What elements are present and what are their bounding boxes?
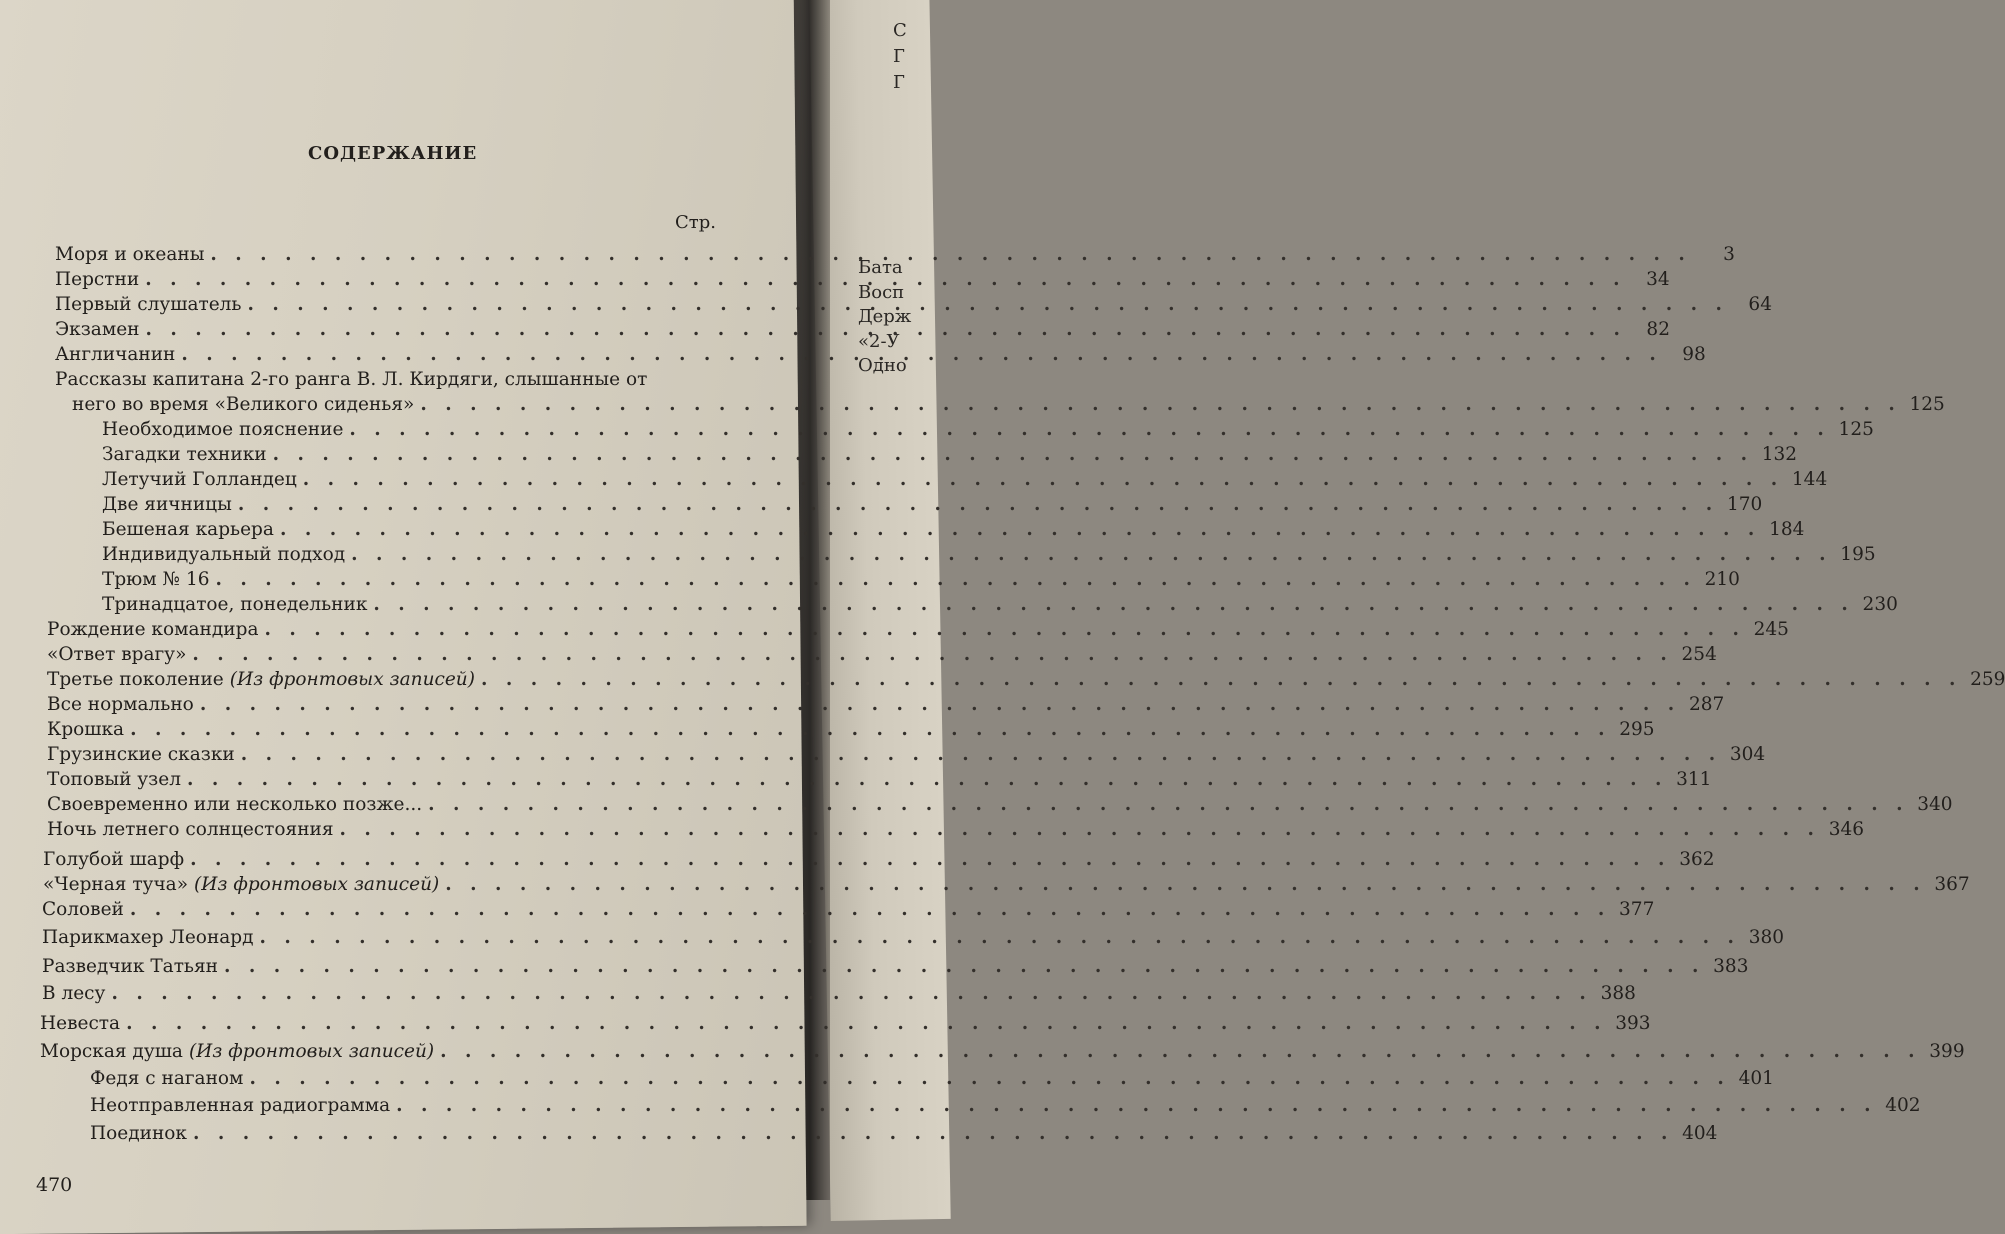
toc-entry-page: 393 <box>1615 1013 1651 1034</box>
toc-entry <box>102 419 1874 444</box>
toc-entry-page: 287 <box>1688 694 1725 715</box>
toc-entry-page: 98 <box>1682 344 1706 365</box>
toc-entry-title: Первый слушатель <box>55 294 242 315</box>
toc-entry-title: Крошка <box>47 719 125 740</box>
toc-entry <box>43 874 1970 899</box>
toc-leader-dots <box>280 519 1760 540</box>
toc-leader-dots <box>481 669 1961 690</box>
toc-entry-title: Голубой шарф <box>43 849 185 870</box>
toc-entry <box>47 619 1789 644</box>
toc-entry <box>40 1013 1651 1038</box>
toc-entry-title: Третье поколение <box>47 669 224 690</box>
toc-entry-title: Англичанин <box>55 344 176 365</box>
toc-leader-dots <box>351 544 1831 565</box>
toc-entry <box>102 569 1740 594</box>
toc-entry-title: Все нормально <box>47 694 194 715</box>
toc-entry-page: 254 <box>1681 644 1717 665</box>
page-column-label: Стр. <box>675 212 716 233</box>
toc-leader-dots <box>130 899 1610 920</box>
toc-leader-dots <box>224 956 1704 977</box>
toc-entry <box>102 544 1876 569</box>
toc-leader-dots <box>340 819 1820 840</box>
toc-entry <box>47 794 1953 819</box>
toc-entry-title: Невеста <box>40 1013 121 1034</box>
toc-leader-dots <box>273 444 1753 465</box>
toc-leader-dots <box>428 794 1908 815</box>
toc-entry-title: Федя с наганом <box>90 1068 244 1089</box>
toc-entry-page: 170 <box>1726 494 1763 515</box>
toc-leader-dots <box>111 983 1591 1004</box>
toc-leader-dots <box>192 644 1672 665</box>
toc-entry <box>42 927 1784 952</box>
toc-entry <box>90 1068 1774 1093</box>
toc-entry-title: «Ответ врагу» <box>47 644 187 665</box>
toc-entry-title: «Черная туча» <box>43 874 189 895</box>
toc-entry-title: Загадки техники <box>102 444 267 465</box>
toc-leader-dots <box>126 1013 1606 1034</box>
toc-entry-note: (Из фронтовых записей) <box>188 1041 435 1062</box>
toc-entry-title: Морская душа <box>40 1041 183 1062</box>
toc-leader-dots <box>216 569 1696 590</box>
toc-leader-dots <box>303 469 1783 490</box>
toc-entry-title: Поединок <box>90 1123 187 1144</box>
toc-leader-dots <box>373 594 1853 615</box>
toc-entry <box>102 469 1828 494</box>
toc-entry-page: 230 <box>1862 594 1898 615</box>
toc-entry-title: Рассказы капитана 2-го ранга В. Л. Кирдяги, слышанные от <box>55 369 648 390</box>
toc-entry-title: Моря и океаны <box>55 244 205 265</box>
toc-entry-title: Ночь летнего солнцестояния <box>47 819 334 840</box>
toc-entry-title: Бешеная карьера <box>102 519 274 540</box>
toc-entry-title: Неотправленная радиограмма <box>90 1095 391 1116</box>
right-top-line: С <box>893 20 907 41</box>
toc-entry-page: 388 <box>1600 983 1636 1004</box>
toc-entry-page: 34 <box>1646 269 1670 290</box>
toc-entry-title: него во время «Великого сиденья» <box>72 394 415 415</box>
toc-leader-dots <box>349 419 1829 440</box>
toc-entry-page: 132 <box>1761 444 1798 465</box>
toc-leader-dots <box>181 344 1661 365</box>
toc-entry-title: Трюм № 16 <box>102 569 210 590</box>
right-top-line: Г <box>893 72 905 93</box>
page-title: СОДЕРЖАНИЕ <box>308 143 478 164</box>
toc-entry-page: 404 <box>1682 1123 1718 1144</box>
toc-leader-dots <box>264 619 1744 640</box>
toc-leader-dots <box>249 1068 1729 1089</box>
toc-leader-dots <box>248 294 1728 315</box>
toc-entry-title: Парикмахер Леонард <box>42 927 254 948</box>
toc-entry-page: 3 <box>1723 244 1735 265</box>
toc-leader-dots <box>445 874 1925 895</box>
right-page-line: Восп <box>858 281 905 303</box>
toc-entry-page: 380 <box>1748 927 1784 948</box>
toc-entry-page: 362 <box>1679 849 1715 870</box>
toc-entry-title: Тринадцатое, понедельник <box>102 594 368 615</box>
toc-entry-page: 245 <box>1753 619 1789 640</box>
toc-entry <box>42 899 1655 924</box>
toc-entry-title: Разведчик Татьян <box>42 956 219 977</box>
toc-leader-dots <box>187 769 1667 790</box>
toc-entry <box>42 983 1636 1008</box>
toc-entry-title: Грузинские сказки <box>47 744 235 765</box>
toc-entry-title: Соловей <box>42 899 124 920</box>
toc-entry-page: 82 <box>1646 319 1670 340</box>
toc-entry-page: 195 <box>1840 544 1876 565</box>
toc-entry-page: 64 <box>1748 294 1772 315</box>
toc-entry-page: 184 <box>1769 519 1805 540</box>
toc-entry-page: 401 <box>1738 1068 1774 1089</box>
toc-entry-title: В лесу <box>42 983 106 1004</box>
toc-leader-dots <box>146 319 1626 340</box>
toc-entry-title: Экзамен <box>55 319 140 340</box>
toc-leader-dots <box>145 269 1625 290</box>
toc-entry-page: 304 <box>1729 744 1766 765</box>
toc-entry <box>47 769 1712 794</box>
toc-entry-title: Необходимое пояснение <box>102 419 344 440</box>
toc-leader-dots <box>130 719 1610 740</box>
toc-entry-page: 125 <box>1909 394 1945 415</box>
toc-leader-dots <box>193 1123 1673 1144</box>
toc-entry-page: 346 <box>1828 819 1864 840</box>
toc-entry-title: Индивидуальный подход <box>102 544 346 565</box>
toc-entry <box>102 444 1798 469</box>
toc-entry-title: Летучий Голландец <box>102 469 297 490</box>
toc-entry-page: 125 <box>1838 419 1874 440</box>
toc-entry <box>47 669 2005 694</box>
toc-entry-page: 383 <box>1713 956 1749 977</box>
toc-entry-title: Две яичницы <box>102 494 232 515</box>
toc-leader-dots <box>440 1041 1920 1062</box>
toc-leader-dots <box>260 927 1740 948</box>
page-number: 470 <box>36 1174 73 1196</box>
toc-entry-page: 377 <box>1619 899 1655 920</box>
toc-entry <box>47 719 1655 744</box>
right-page-line: Одно <box>858 355 907 376</box>
right-page-line: Держ <box>858 306 912 327</box>
toc-entry <box>102 519 1805 544</box>
toc-entry <box>72 394 1945 419</box>
toc-entry-note: (Из фронтовых записей) <box>194 874 440 895</box>
toc-entry-title: Рождение командира <box>47 619 259 640</box>
toc-entry <box>102 494 1763 519</box>
toc-entry <box>40 1041 1965 1066</box>
right-top-line: Г <box>893 46 905 67</box>
toc-entry <box>47 644 1717 669</box>
toc-leader-dots <box>238 494 1718 515</box>
toc-entry-title: Топовый узел <box>47 769 181 790</box>
toc-leader-dots <box>210 244 1690 265</box>
toc-entry-page: 367 <box>1934 874 1970 895</box>
right-page-top-letters <box>893 18 907 96</box>
toc-entry-page: 340 <box>1917 794 1953 815</box>
toc-entry-page: 399 <box>1929 1041 1965 1062</box>
toc-entry <box>55 369 647 390</box>
toc-leader-dots <box>200 694 1680 715</box>
toc-entry <box>90 1095 1921 1120</box>
toc-entry-title: Своевременно или несколько позже... <box>47 794 423 815</box>
toc-leader-dots <box>396 1095 1876 1116</box>
toc-entry-page: 259 <box>1970 669 2005 690</box>
right-page-line: Бата <box>858 257 903 278</box>
toc-entry-page: 311 <box>1676 769 1712 790</box>
toc-entry <box>47 744 1766 769</box>
toc-entry <box>42 956 1749 981</box>
toc-entry <box>102 594 1898 619</box>
toc-entry-page: 144 <box>1791 469 1828 490</box>
toc-entry-page: 295 <box>1619 719 1655 740</box>
toc-leader-dots <box>420 394 1900 415</box>
toc-entry-page: 402 <box>1885 1095 1921 1116</box>
toc-entry <box>47 819 1864 844</box>
right-page-line: «2-У <box>858 330 900 352</box>
toc-entry <box>90 1123 1718 1148</box>
toc-leader-dots <box>241 744 1721 765</box>
toc-entry <box>47 694 1725 719</box>
toc-entry-note: (Из фронтовых записей) <box>229 669 475 690</box>
toc-entry-page: 210 <box>1704 569 1740 590</box>
toc-entry <box>43 849 1715 874</box>
toc-entry-title: Перстни <box>55 269 140 290</box>
toc-leader-dots <box>190 849 1670 870</box>
